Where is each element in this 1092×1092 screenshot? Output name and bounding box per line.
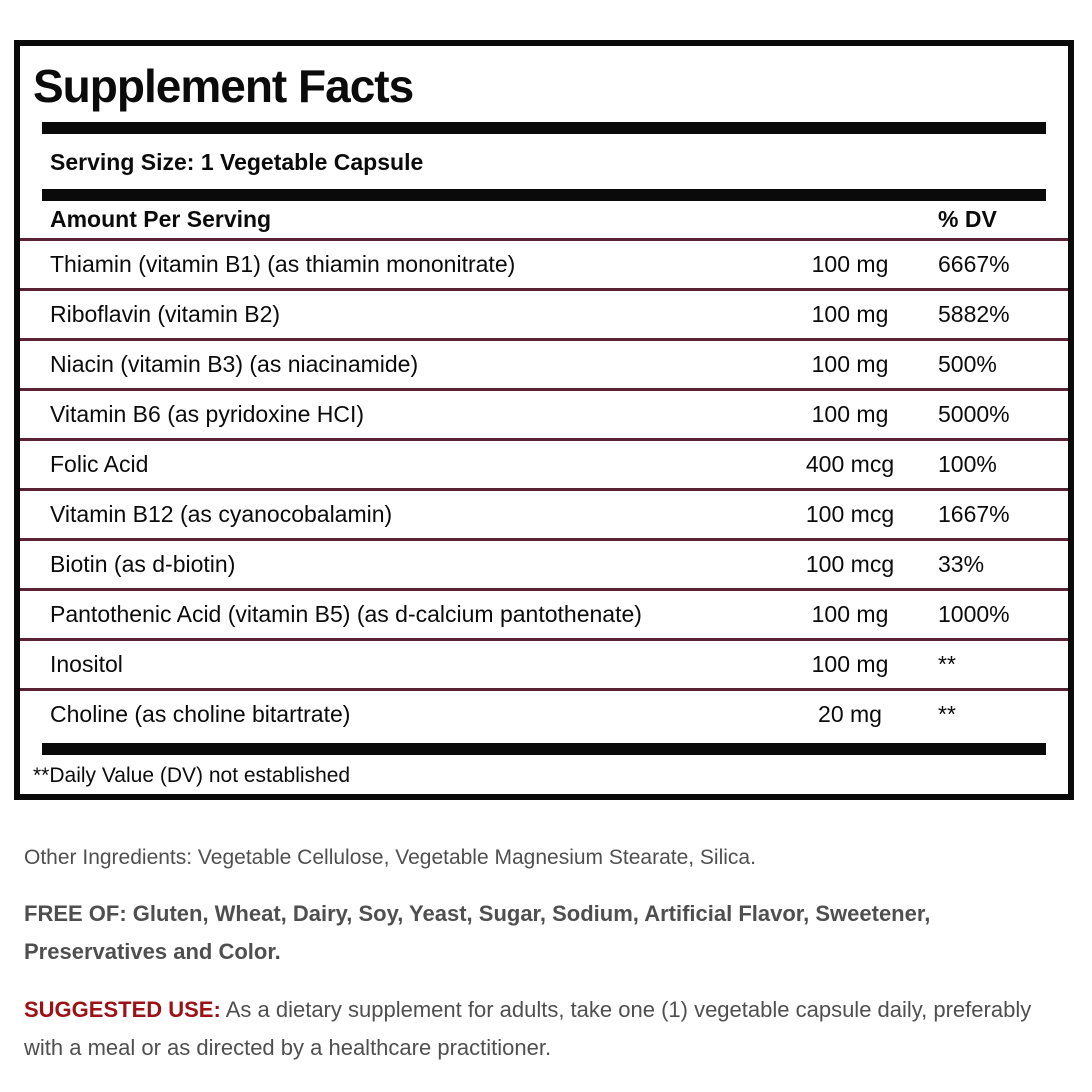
- table-row: [20, 641, 1068, 691]
- nutrient-amount: 100 mg: [811, 251, 889, 277]
- nutrient-amount: 100 mg: [811, 651, 889, 677]
- table-header: [20, 201, 1068, 241]
- nutrient-name: Riboflavin (vitamin B2): [50, 301, 281, 327]
- nutrient-name: Thiamin (vitamin B1) (as thiamin mononitrate): [50, 251, 516, 277]
- nutrient-amount: 100 mg: [811, 601, 889, 627]
- suggested-use: [24, 991, 1068, 1067]
- free-of-statement: FREE OF: Gluten, Wheat, Dairy, Soy, Yeast, Sugar, Sodium, Artificial Flavor, Sweetener, Preservatives and Color.: [24, 901, 931, 964]
- nutrient-dv: 500%: [938, 351, 997, 377]
- nutrient-dv: 1667%: [938, 501, 1010, 527]
- nutrient-dv: 1000%: [938, 601, 1010, 627]
- nutrient-amount: 100 mg: [811, 301, 889, 327]
- header-amount-label: Amount Per Serving: [50, 206, 272, 232]
- supplement-facts-panel: [14, 40, 1074, 800]
- nutrient-name: Biotin (as d-biotin): [50, 551, 236, 577]
- table-row: [20, 591, 1068, 641]
- nutrient-amount: 100 mcg: [805, 501, 895, 527]
- nutrient-name: Inositol: [50, 651, 123, 677]
- nutrient-dv: 6667%: [938, 251, 1010, 277]
- suggested-use-label: SUGGESTED USE:: [24, 997, 221, 1022]
- nutrient-table: [20, 241, 1068, 738]
- nutrient-amount: 20 mg: [818, 701, 882, 727]
- table-row: [20, 541, 1068, 591]
- nutrient-dv: 5000%: [938, 401, 1010, 427]
- suggested-use-text: As a dietary supplement for adults, take one (1) vegetable capsule daily, preferably with a meal or as directed by a healthcare practitioner.: [24, 997, 1032, 1060]
- nutrient-name: Pantothenic Acid (vitamin B5) (as d-calcium pantothenate): [50, 601, 642, 627]
- nutrient-name: Folic Acid: [50, 451, 149, 477]
- table-row: [20, 291, 1068, 341]
- nutrient-name: Niacin (vitamin B3) (as niacinamide): [50, 351, 419, 377]
- serving-size: Serving Size: 1 Vegetable Capsule: [50, 149, 424, 175]
- label-lower-text: [24, 845, 1068, 1067]
- nutrient-dv: 33%: [938, 551, 985, 577]
- thick-divider-bar: [42, 189, 1046, 201]
- nutrient-dv: **: [938, 701, 956, 727]
- nutrient-amount: 400 mcg: [805, 451, 895, 477]
- nutrient-name: Vitamin B12 (as cyanocobalamin): [50, 501, 393, 527]
- nutrient-amount: 100 mg: [811, 401, 889, 427]
- nutrient-dv: **: [938, 651, 956, 677]
- thick-divider-bar: [42, 743, 1046, 755]
- nutrient-dv: 100%: [938, 451, 997, 477]
- nutrient-dv: 5882%: [938, 301, 1010, 327]
- other-ingredients: Other Ingredients: Vegetable Cellulose, Vegetable Magnesium Stearate, Silica.: [24, 846, 756, 869]
- table-row: [20, 341, 1068, 391]
- table-row: [20, 441, 1068, 491]
- table-row: [20, 391, 1068, 441]
- nutrient-name: Vitamin B6 (as pyridoxine HCI): [50, 401, 365, 427]
- thick-divider-bar: [42, 122, 1046, 134]
- table-row: [20, 691, 1068, 738]
- nutrient-amount: 100 mcg: [805, 551, 895, 577]
- header-dv-label: % DV: [938, 206, 997, 232]
- nutrient-name: Choline (as choline bitartrate): [50, 701, 351, 727]
- panel-title: Supplement Facts: [33, 60, 414, 112]
- nutrient-amount: 100 mg: [811, 351, 889, 377]
- table-row: [20, 491, 1068, 541]
- table-row: [20, 241, 1068, 291]
- dv-footnote: **Daily Value (DV) not established: [33, 764, 351, 787]
